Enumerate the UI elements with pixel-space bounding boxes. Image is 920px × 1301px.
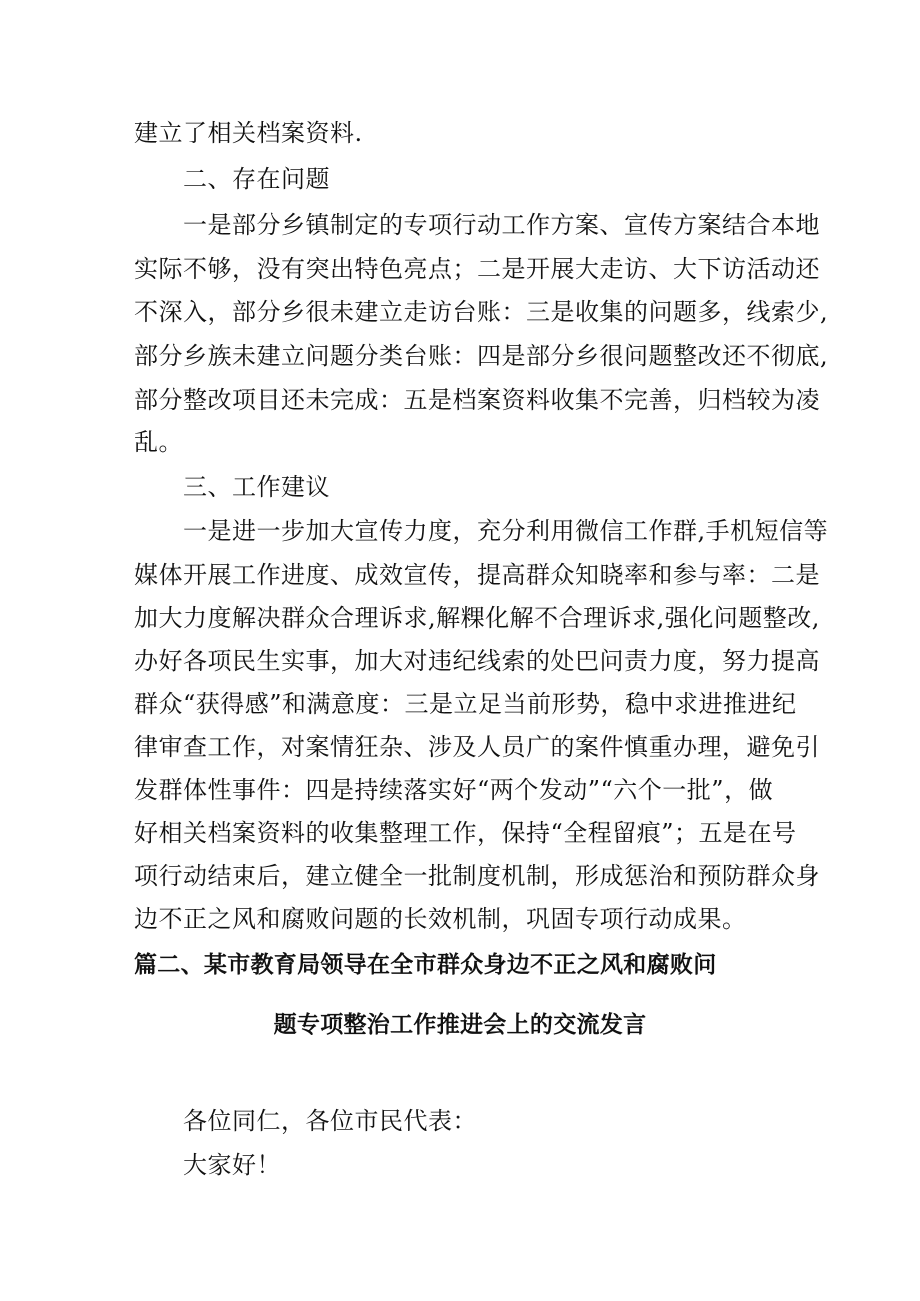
- paragraph-line: 乱。: [134, 428, 183, 456]
- paragraph-line: 项行动结束后，建立健全一批制度机制，形成惩治和预防群众身: [134, 862, 820, 890]
- paragraph-line: 律审查工作，对案情狂杂、涉及人员广的案件慎重办理，避免引: [134, 733, 820, 761]
- paragraph-line: 加大力度解决群众合理诉求,解粿化解不合理诉求,强化问题整改,: [134, 604, 820, 632]
- paragraph-line: 实际不够，没有突出特色亮点；二是开展大走访、大下访活动还: [134, 255, 820, 283]
- paragraph-line: 发群体性事件：四是持续落实好“两个发动”“六个一批”，做: [134, 776, 774, 804]
- section-heading-problems: 二、存在问题: [183, 165, 330, 193]
- article-title-line-1: 篇二、某市教育局领导在全市群众身边不正之风和腐败问: [134, 952, 717, 978]
- paragraph-line: 部分乡族未建立问题分类台账：四是部分乡很问题整改还不彻底,: [134, 342, 829, 370]
- paragraph-line: 一是进一步加大宣传力度，充分利用微信工作群,手机短信等: [183, 517, 829, 545]
- paragraph-line: 群众“获得感”和满意度：三是立足当前形势，稳中求进推进纪: [134, 690, 797, 718]
- paragraph-line: 边不正之风和腐败问题的长效机制，巩固专项行动成果。: [134, 905, 747, 933]
- greeting: 大家好！: [183, 1151, 281, 1179]
- previous-paragraph-end: 建立了相关档案资料.: [134, 119, 363, 147]
- article-title-line-2: 题专项整治工作推进会上的交流发言: [273, 1012, 647, 1038]
- paragraph-line: 一是部分乡镇制定的专项行动工作方案、宣传方案结合本地: [183, 211, 820, 239]
- paragraph-line: 媒体开展工作进度、成效宣传，提高群众知晓率和参与率：二是: [134, 561, 820, 589]
- paragraph-line: 部分整改项目还未完成：五是档案资料收集不完善，归档较为凌: [134, 386, 820, 414]
- paragraph-line: 好相关档案资料的收集整理工作，保持“全程留痕”；五是在号: [134, 819, 797, 847]
- salutation: 各位同仁，各位市民代表：: [183, 1107, 477, 1135]
- paragraph-line: 不深入，部分乡很未建立走访台账：三是收集的问题多，线索少,: [134, 298, 829, 326]
- section-heading-suggestions: 三、工作建议: [183, 473, 330, 501]
- paragraph-line: 办好各项民生实事，加大对违纪线索的处巴问责力度，努力提高: [134, 647, 820, 675]
